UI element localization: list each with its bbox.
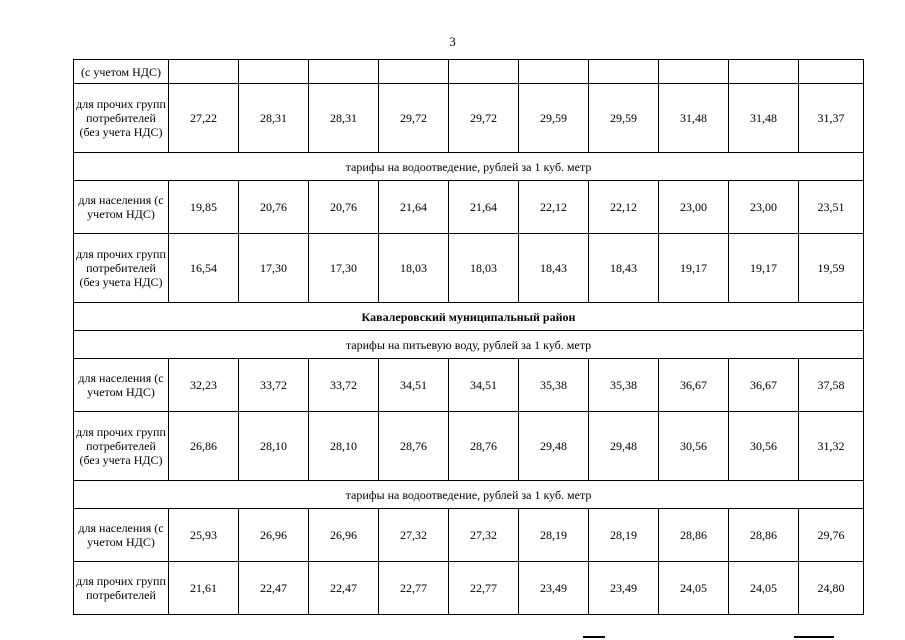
tariff-value-cell: 26,96	[239, 509, 309, 562]
section-heading-row	[74, 331, 864, 359]
empty-cell	[799, 60, 864, 84]
tariff-value-cell: 29,76	[799, 509, 864, 562]
tariff-value-cell: 28,31	[309, 84, 379, 153]
section-heading: тарифы на питьевую воду, рублей за 1 куб. метр	[74, 331, 864, 359]
tariff-value-cell: 35,38	[519, 359, 589, 412]
table-row	[74, 181, 864, 234]
empty-cell	[309, 60, 379, 84]
tariff-value-cell: 28,76	[449, 412, 519, 481]
tariff-table	[73, 59, 864, 615]
tariff-value-cell: 23,49	[519, 562, 589, 615]
district-heading-row	[74, 303, 864, 331]
empty-cell	[379, 60, 449, 84]
tariff-value-cell: 18,03	[379, 234, 449, 303]
tariff-value-cell: 22,77	[449, 562, 519, 615]
tariff-value-cell: 28,86	[659, 509, 729, 562]
tariff-value-cell: 29,59	[519, 84, 589, 153]
tariff-value-cell: 23,00	[729, 181, 799, 234]
tariff-value-cell: 22,47	[239, 562, 309, 615]
table-row	[74, 509, 864, 562]
tariff-value-cell: 22,47	[309, 562, 379, 615]
table-row	[74, 234, 864, 303]
empty-cell	[239, 60, 309, 84]
empty-cell	[659, 60, 729, 84]
tariff-value-cell: 29,48	[589, 412, 659, 481]
tariff-value-cell: 28,10	[309, 412, 379, 481]
tariff-value-cell: 28,31	[239, 84, 309, 153]
tariff-value-cell: 18,43	[519, 234, 589, 303]
tariff-value-cell: 24,05	[729, 562, 799, 615]
next-page-fragment	[794, 636, 834, 638]
tariff-value-cell: 28,76	[379, 412, 449, 481]
tariff-value-cell: 21,64	[449, 181, 519, 234]
tariff-value-cell: 17,30	[239, 234, 309, 303]
tariff-value-cell: 20,76	[239, 181, 309, 234]
tariff-value-cell: 19,85	[169, 181, 239, 234]
tariff-value-cell: 30,56	[729, 412, 799, 481]
table-row	[74, 60, 864, 84]
section-heading: тарифы на водоотведение, рублей за 1 куб. метр	[74, 153, 864, 181]
row-label: для прочих групп потребителей	[74, 562, 169, 615]
tariff-value-cell: 23,49	[589, 562, 659, 615]
tariff-value-cell: 28,19	[589, 509, 659, 562]
tariff-value-cell: 31,48	[729, 84, 799, 153]
tariff-value-cell: 23,51	[799, 181, 864, 234]
tariff-value-cell: 28,10	[239, 412, 309, 481]
tariff-value-cell: 19,17	[729, 234, 799, 303]
tariff-value-cell: 35,38	[589, 359, 659, 412]
tariff-value-cell: 29,48	[519, 412, 589, 481]
tariff-value-cell: 22,12	[589, 181, 659, 234]
empty-cell	[589, 60, 659, 84]
tariff-value-cell: 34,51	[379, 359, 449, 412]
tariff-value-cell: 37,58	[799, 359, 864, 412]
row-label: для прочих групп потребителей (без учета НДС)	[74, 84, 169, 153]
tariff-value-cell: 19,17	[659, 234, 729, 303]
tariff-value-cell: 23,00	[659, 181, 729, 234]
tariff-value-cell: 22,77	[379, 562, 449, 615]
tariff-value-cell: 34,51	[449, 359, 519, 412]
table-row	[74, 412, 864, 481]
tariff-value-cell: 29,59	[589, 84, 659, 153]
tariff-value-cell: 29,72	[379, 84, 449, 153]
tariff-value-cell: 20,76	[309, 181, 379, 234]
row-label: для населения (с учетом НДС)	[74, 181, 169, 234]
row-label: (с учетом НДС)	[74, 60, 169, 84]
row-label: для населения (с учетом НДС)	[74, 359, 169, 412]
section-heading-row	[74, 481, 864, 509]
row-label: для прочих групп потребителей (без учета НДС)	[74, 412, 169, 481]
table-row	[74, 562, 864, 615]
tariff-table-body	[74, 60, 864, 615]
tariff-value-cell: 28,19	[519, 509, 589, 562]
tariff-value-cell: 36,67	[659, 359, 729, 412]
tariff-value-cell: 28,86	[729, 509, 799, 562]
section-heading: тарифы на водоотведение, рублей за 1 куб. метр	[74, 481, 864, 509]
tariff-value-cell: 18,03	[449, 234, 519, 303]
tariff-value-cell: 31,37	[799, 84, 864, 153]
next-page-fragment	[583, 636, 605, 638]
tariff-value-cell: 30,56	[659, 412, 729, 481]
tariff-value-cell: 21,61	[169, 562, 239, 615]
tariff-value-cell: 27,32	[379, 509, 449, 562]
empty-cell	[169, 60, 239, 84]
tariff-value-cell: 16,54	[169, 234, 239, 303]
row-label: для населения (с учетом НДС)	[74, 509, 169, 562]
table-row	[74, 84, 864, 153]
district-heading: Кавалеровский муниципальный район	[74, 303, 864, 331]
page-number: 3	[449, 34, 456, 49]
section-heading-row	[74, 153, 864, 181]
tariff-value-cell: 33,72	[309, 359, 379, 412]
tariff-value-cell: 18,43	[589, 234, 659, 303]
tariff-value-cell: 36,67	[729, 359, 799, 412]
empty-cell	[449, 60, 519, 84]
tariff-value-cell: 25,93	[169, 509, 239, 562]
tariff-value-cell: 24,05	[659, 562, 729, 615]
tariff-value-cell: 27,32	[449, 509, 519, 562]
tariff-value-cell: 17,30	[309, 234, 379, 303]
table-row	[74, 359, 864, 412]
tariff-value-cell: 21,64	[379, 181, 449, 234]
row-label: для прочих групп потребителей (без учета НДС)	[74, 234, 169, 303]
tariff-value-cell: 26,86	[169, 412, 239, 481]
tariff-value-cell: 27,22	[169, 84, 239, 153]
tariff-value-cell: 29,72	[449, 84, 519, 153]
tariff-value-cell: 31,48	[659, 84, 729, 153]
tariff-value-cell: 33,72	[239, 359, 309, 412]
empty-cell	[729, 60, 799, 84]
tariff-value-cell: 26,96	[309, 509, 379, 562]
tariff-value-cell: 19,59	[799, 234, 864, 303]
tariff-value-cell: 32,23	[169, 359, 239, 412]
tariff-value-cell: 22,12	[519, 181, 589, 234]
tariff-value-cell: 31,32	[799, 412, 864, 481]
empty-cell	[519, 60, 589, 84]
tariff-value-cell: 24,80	[799, 562, 864, 615]
